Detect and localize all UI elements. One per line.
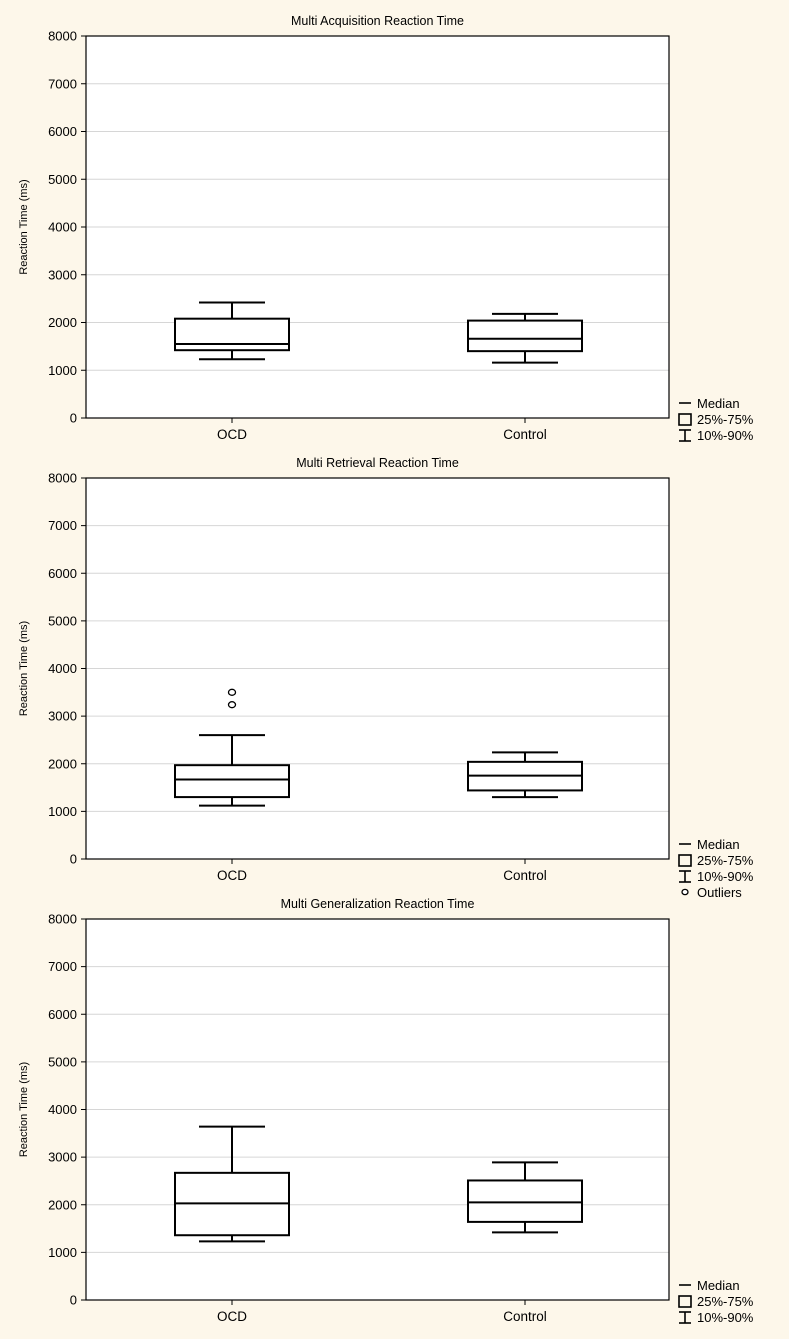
legend-label: 10%-90% (697, 428, 754, 443)
legend-box-swatch (679, 414, 691, 425)
chart-panel-3 (18, 897, 754, 1325)
x-tick-label: Control (503, 868, 547, 883)
y-tick-label: 1000 (48, 1244, 77, 1260)
y-axis-label: Reaction Time (ms) (18, 1061, 30, 1158)
y-tick-label: 7000 (48, 518, 77, 534)
y-tick-label: 2000 (48, 1197, 77, 1213)
x-tick-label: OCD (217, 1309, 247, 1324)
y-tick-label: 6000 (48, 1006, 77, 1022)
chart-title: Multi Acquisition Reaction Time (291, 14, 464, 28)
y-tick-label: 5000 (48, 1054, 77, 1070)
y-axis-label: Reaction Time (ms) (18, 620, 30, 717)
legend-label: 25%-75% (697, 853, 754, 868)
legend-label: Median (697, 1278, 740, 1293)
chart-title: Multi Generalization Reaction Time (280, 897, 475, 911)
y-tick-label: 6000 (48, 565, 77, 581)
y-tick-label: 2000 (48, 315, 77, 330)
y-tick-label: 0 (69, 851, 77, 867)
y-tick-label: 3000 (48, 267, 77, 283)
iqr-box (175, 319, 289, 351)
y-tick-label: 1000 (48, 362, 77, 378)
iqr-box (468, 321, 582, 352)
y-tick-label: 3000 (48, 1149, 77, 1165)
legend-label: 25%-75% (697, 412, 754, 427)
y-tick-label: 3000 (48, 708, 77, 724)
y-tick-label: 4000 (48, 661, 77, 676)
y-tick-label: 5000 (48, 171, 77, 187)
iqr-box (468, 1180, 582, 1221)
y-tick-label: 6000 (48, 124, 77, 139)
chart-panel-1 (18, 14, 754, 443)
legend-outlier-swatch (682, 889, 688, 894)
x-tick-label: OCD (217, 868, 247, 883)
legend-label: 10%-90% (697, 1310, 754, 1325)
legend-label: 25%-75% (697, 1294, 754, 1309)
legend (679, 1278, 754, 1325)
y-tick-label: 0 (69, 410, 77, 426)
chart-title: Multi Retrieval Reaction Time (296, 456, 459, 470)
legend-label: Outliers (697, 885, 742, 900)
legend-box-swatch (679, 1296, 691, 1307)
chart-panel-2 (18, 456, 754, 900)
y-axis-label: Reaction Time (ms) (18, 179, 30, 275)
y-tick-label: 7000 (48, 959, 77, 975)
x-tick-label: Control (503, 427, 547, 442)
y-tick-label: 4000 (48, 1102, 77, 1117)
outlier-point (229, 689, 236, 695)
y-tick-label: 5000 (48, 613, 77, 629)
y-tick-label: 8000 (48, 470, 77, 486)
legend-box-swatch (679, 855, 691, 866)
y-tick-label: 2000 (48, 756, 77, 772)
y-tick-label: 4000 (48, 219, 77, 235)
iqr-box (175, 765, 289, 797)
y-tick-label: 1000 (48, 803, 77, 819)
legend-label: 10%-90% (697, 869, 754, 884)
y-tick-label: 0 (69, 1292, 77, 1308)
legend-label: Median (697, 837, 740, 852)
legend-label: Median (697, 396, 740, 411)
x-tick-label: Control (503, 1309, 547, 1324)
legend (679, 396, 754, 443)
y-tick-label: 8000 (48, 28, 77, 44)
x-tick-label: OCD (217, 427, 247, 442)
y-tick-label: 7000 (48, 76, 77, 92)
legend (679, 837, 754, 900)
y-tick-label: 8000 (48, 911, 77, 927)
outlier-point (229, 702, 236, 708)
